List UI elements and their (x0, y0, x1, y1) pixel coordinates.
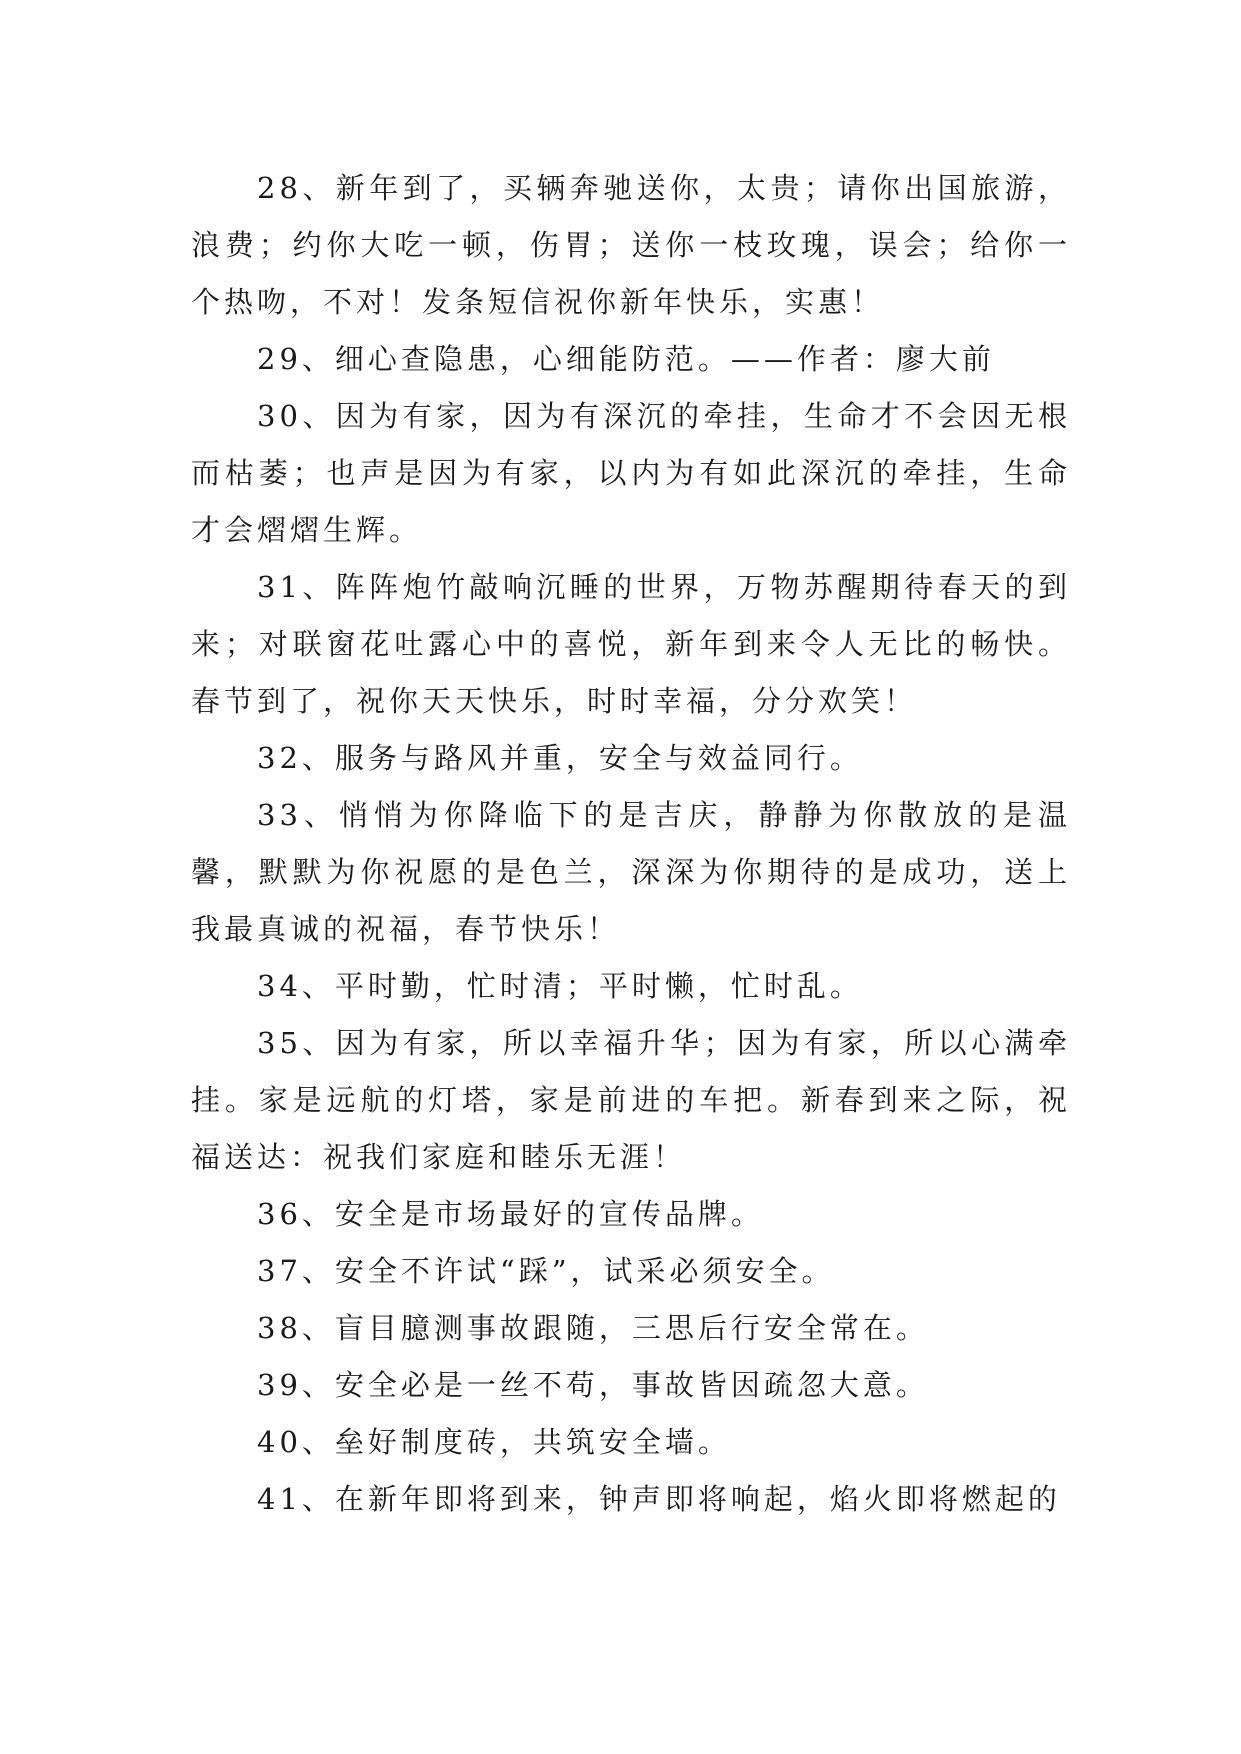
paragraph-33: 33、悄悄为你降临下的是吉庆，静静为你散放的是温馨，默默为你祝愿的是色兰，深深为你期待的是成功，送上我最真诚的祝福，春节快乐！ (191, 798, 1071, 946)
paragraph-29: 29、细心查隐患，心细能防范。——作者：廖大前 (257, 342, 995, 376)
paragraph-32: 32、服务与路风并重，安全与效益同行。 (257, 741, 863, 775)
paragraph-36: 36、安全是市场最好的宣传品牌。 (257, 1197, 764, 1231)
paragraph-34: 34、平时勤，忙时清；平时懒，忙时乱。 (257, 969, 863, 1003)
paragraph-37: 37、安全不许试“踩”，试采必须安全。 (257, 1254, 835, 1288)
paragraph-40: 40、垒好制度砖，共筑安全墙。 (257, 1425, 731, 1459)
paragraph-35: 35、因为有家，所以幸福升华；因为有家，所以心满牵挂。家是远航的灯塔，家是前进的车把。新春到来之际，祝福送达：祝我们家庭和睦乐无涯！ (191, 1026, 1071, 1174)
paragraph-30: 30、因为有家，因为有深沉的牵挂，生命才不会因无根而枯萎；也声是因为有家，以内为有如此深沉的牵挂，生命才会熠熠生辉。 (191, 399, 1071, 547)
paragraph-28: 28、新年到了，买辆奔驰送你，太贵；请你出国旅游，浪费；约你大吃一顿，伤胃；送你一枝玫瑰，误会；给你一个热吻，不对！发条短信祝你新年快乐，实惠！ (191, 171, 1071, 319)
paragraph-31: 31、阵阵炮竹敲响沉睡的世界，万物苏醒期待春天的到来；对联窗花吐露心中的喜悦，新年到来令人无比的畅快。春节到了，祝你天天快乐，时时幸福，分分欢笑！ (191, 570, 1071, 718)
document-body (191, 160, 1071, 1528)
paragraph-41: 41、在新年即将到来，钟声即将响起，焰火即将燃起的 (257, 1482, 1061, 1516)
paragraph-38: 38、盲目臆测事故跟随，三思后行安全常在。 (257, 1311, 929, 1345)
paragraph-39: 39、安全必是一丝不苟，事故皆因疏忽大意。 (257, 1368, 929, 1402)
